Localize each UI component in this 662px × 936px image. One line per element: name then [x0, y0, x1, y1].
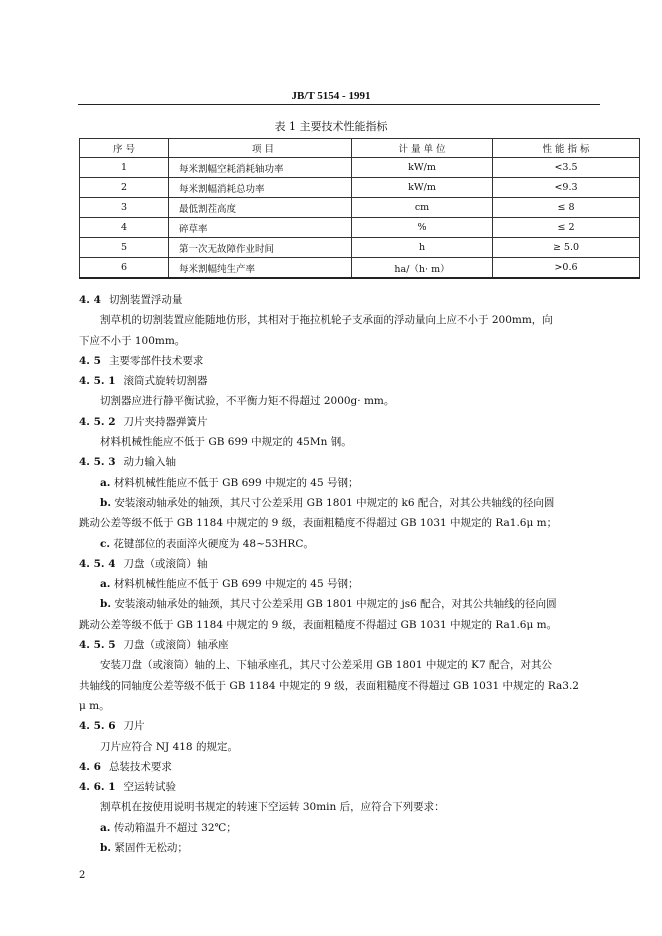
list-text: 安装滚动轴承处的轴颈，其尺寸公差采用 GB 1801 中规定的 k6 配合，对其公共轴线的径向圆 — [114, 496, 555, 509]
section-heading — [79, 716, 599, 736]
list-label: c. — [100, 537, 111, 550]
section-title: 切割装置浮动量 — [108, 294, 183, 306]
section-number: 4. 4 — [79, 294, 101, 306]
cell-unit: ha/（h· m） — [352, 258, 493, 279]
cell-index: 6 — [80, 258, 169, 279]
table-row — [80, 218, 640, 238]
cell-unit: cm — [352, 198, 493, 218]
list-text: 安装滚动轴承处的轴颈，其尺寸公差采用 GB 1801 中规定的 js6 配合，对其公共轴线的径向圆 — [114, 598, 557, 611]
cell-unit: % — [352, 218, 493, 238]
paragraph-line: 割草机的切割装置应能随地仿形，其相对于拖拉机轮子支承面的浮动量向上应不小于 200mm，向 — [100, 314, 553, 327]
list-label: a. — [100, 578, 111, 591]
section-heading — [79, 777, 599, 797]
section-heading — [79, 635, 599, 655]
section-number: 4. 5. 5 — [79, 639, 116, 652]
paragraph-line: 材料机械性能应不低于 GB 699 中规定的 45Mn 钢。 — [100, 436, 352, 449]
list-item — [79, 534, 599, 554]
cell-item: 最低割茬高度 — [169, 198, 352, 218]
header-divider — [78, 104, 600, 105]
body-text — [79, 290, 599, 858]
section-heading — [79, 452, 599, 472]
column-header-index: 序 号 — [80, 139, 169, 158]
list-label: a. — [100, 821, 111, 834]
table-header-row — [80, 139, 640, 158]
section-number: 4. 5. 2 — [79, 415, 116, 428]
list-item — [79, 493, 599, 513]
list-label: a. — [100, 476, 111, 489]
cell-item: 每米割幅空耗消耗轴功率 — [169, 158, 352, 178]
cell-index: 3 — [80, 198, 169, 218]
page-number: 2 — [79, 870, 86, 881]
section-title: 总装技术要求 — [108, 760, 172, 773]
cell-index: 5 — [80, 238, 169, 258]
list-item — [79, 594, 599, 614]
list-text: 紧固件无松动； — [114, 842, 188, 855]
table-row — [80, 198, 640, 218]
cell-value: ≤ 8 — [493, 198, 640, 218]
section-title: 主要零部件技术要求 — [108, 354, 204, 367]
list-item — [79, 818, 599, 838]
cell-value: <9.3 — [493, 178, 640, 198]
table-row — [80, 178, 640, 198]
cell-item: 碎草率 — [169, 218, 352, 238]
section-heading — [79, 371, 599, 391]
list-text: 传动箱温升不超过 32℃； — [113, 821, 237, 834]
paragraph-line: 跳动公差等级不低于 GB 1184 中规定的 9 级，表面粗糙度不得超过 GB 1031 中规定的 Ra1.6μ m； — [79, 517, 558, 530]
section-title: 刀片夹持器弹簧片 — [123, 415, 208, 428]
list-item — [79, 473, 599, 493]
cell-unit: kW/m — [352, 158, 493, 178]
section-title: 刀片 — [123, 720, 145, 733]
paragraph-line: 下应不小于 100mm。 — [79, 334, 186, 347]
list-label: b. — [100, 496, 111, 509]
cell-value: >0.6 — [493, 258, 640, 279]
section-title: 刀盘（或滚筒）轴 — [123, 557, 208, 570]
paragraph-line: 切割器应进行静平衡试验，不平衡力矩不得超过 2000g· mm。 — [100, 395, 395, 408]
cell-unit: kW/m — [352, 178, 493, 198]
cell-index: 2 — [80, 178, 169, 198]
section-title: 刀盘（或滚筒）轴承座 — [123, 639, 229, 652]
cell-value: ≤ 2 — [493, 218, 640, 238]
list-text: 材料机械性能应不低于 GB 699 中规定的 45 号钢； — [113, 476, 359, 489]
section-heading — [79, 757, 599, 777]
section-title: 动力输入轴 — [123, 456, 177, 469]
section-number: 4. 5. 1 — [79, 375, 116, 388]
section-heading — [79, 554, 599, 574]
paragraph-line: 割草机在按使用说明书规定的转速下空运转 30min 后，应符合下列要求： — [100, 801, 445, 814]
column-header-item: 项 目 — [169, 139, 352, 158]
section-number: 4. 5 — [79, 354, 101, 367]
paragraph-line: μ m。 — [79, 699, 110, 712]
standard-code-header: JB/T 5154 - 1991 — [291, 90, 371, 102]
section-heading — [79, 290, 599, 310]
table-row — [80, 238, 640, 258]
paragraph-line: 安装刀盘（或滚筒）轴的上、下轴承座孔，其尺寸公差采用 GB 1801 中规定的 K7 配合，对其公 — [100, 659, 553, 672]
list-text: 材料机械性能应不低于 GB 699 中规定的 45 号钢； — [113, 578, 359, 591]
section-title: 滚筒式旋转切割器 — [123, 375, 208, 388]
list-label: b. — [100, 842, 111, 855]
cell-index: 1 — [80, 158, 169, 178]
cell-unit: h — [352, 238, 493, 258]
cell-value: ≥ 5.0 — [493, 238, 640, 258]
list-label: b. — [100, 598, 111, 611]
cell-item: 第一次无故障作业时间 — [169, 238, 352, 258]
cell-item: 每米割幅纯生产率 — [169, 258, 352, 279]
section-heading — [79, 412, 599, 432]
column-header-unit: 计 量 单 位 — [352, 139, 493, 158]
table-row — [80, 258, 640, 279]
section-number: 4. 5. 6 — [79, 720, 116, 733]
paragraph-line: 共轴线的同轴度公差等级不低于 GB 1184 中规定的 9 级，表面粗糙度不得超过 GB 1031 中规定的 Ra3.2 — [79, 679, 579, 692]
list-text: 花键部位的表面淬火硬度为 48~53HRC。 — [113, 537, 314, 550]
section-title: 空运转试验 — [123, 781, 177, 794]
section-number: 4. 6. 1 — [79, 781, 116, 794]
table-row — [80, 158, 640, 178]
list-item — [79, 574, 599, 594]
specs-table — [79, 138, 640, 279]
paragraph-line: 刀片应符合 NJ 418 的规定。 — [100, 740, 238, 753]
paragraph-line: 跳动公差等级不低于 GB 1184 中规定的 9 级，表面粗糙度不得超过 GB 1031 中规定的 Ra1.6μ m。 — [79, 618, 558, 631]
cell-index: 4 — [80, 218, 169, 238]
column-header-value: 性 能 指 标 — [493, 139, 640, 158]
cell-value: <3.5 — [493, 158, 640, 178]
cell-item: 每米割幅消耗总功率 — [169, 178, 352, 198]
section-number: 4. 5. 3 — [79, 456, 116, 469]
list-item — [79, 838, 599, 858]
section-heading — [79, 351, 599, 371]
section-number: 4. 5. 4 — [79, 557, 116, 570]
table-caption: 表 1 主要技术性能指标 — [274, 120, 388, 133]
section-number: 4. 6 — [79, 760, 101, 773]
